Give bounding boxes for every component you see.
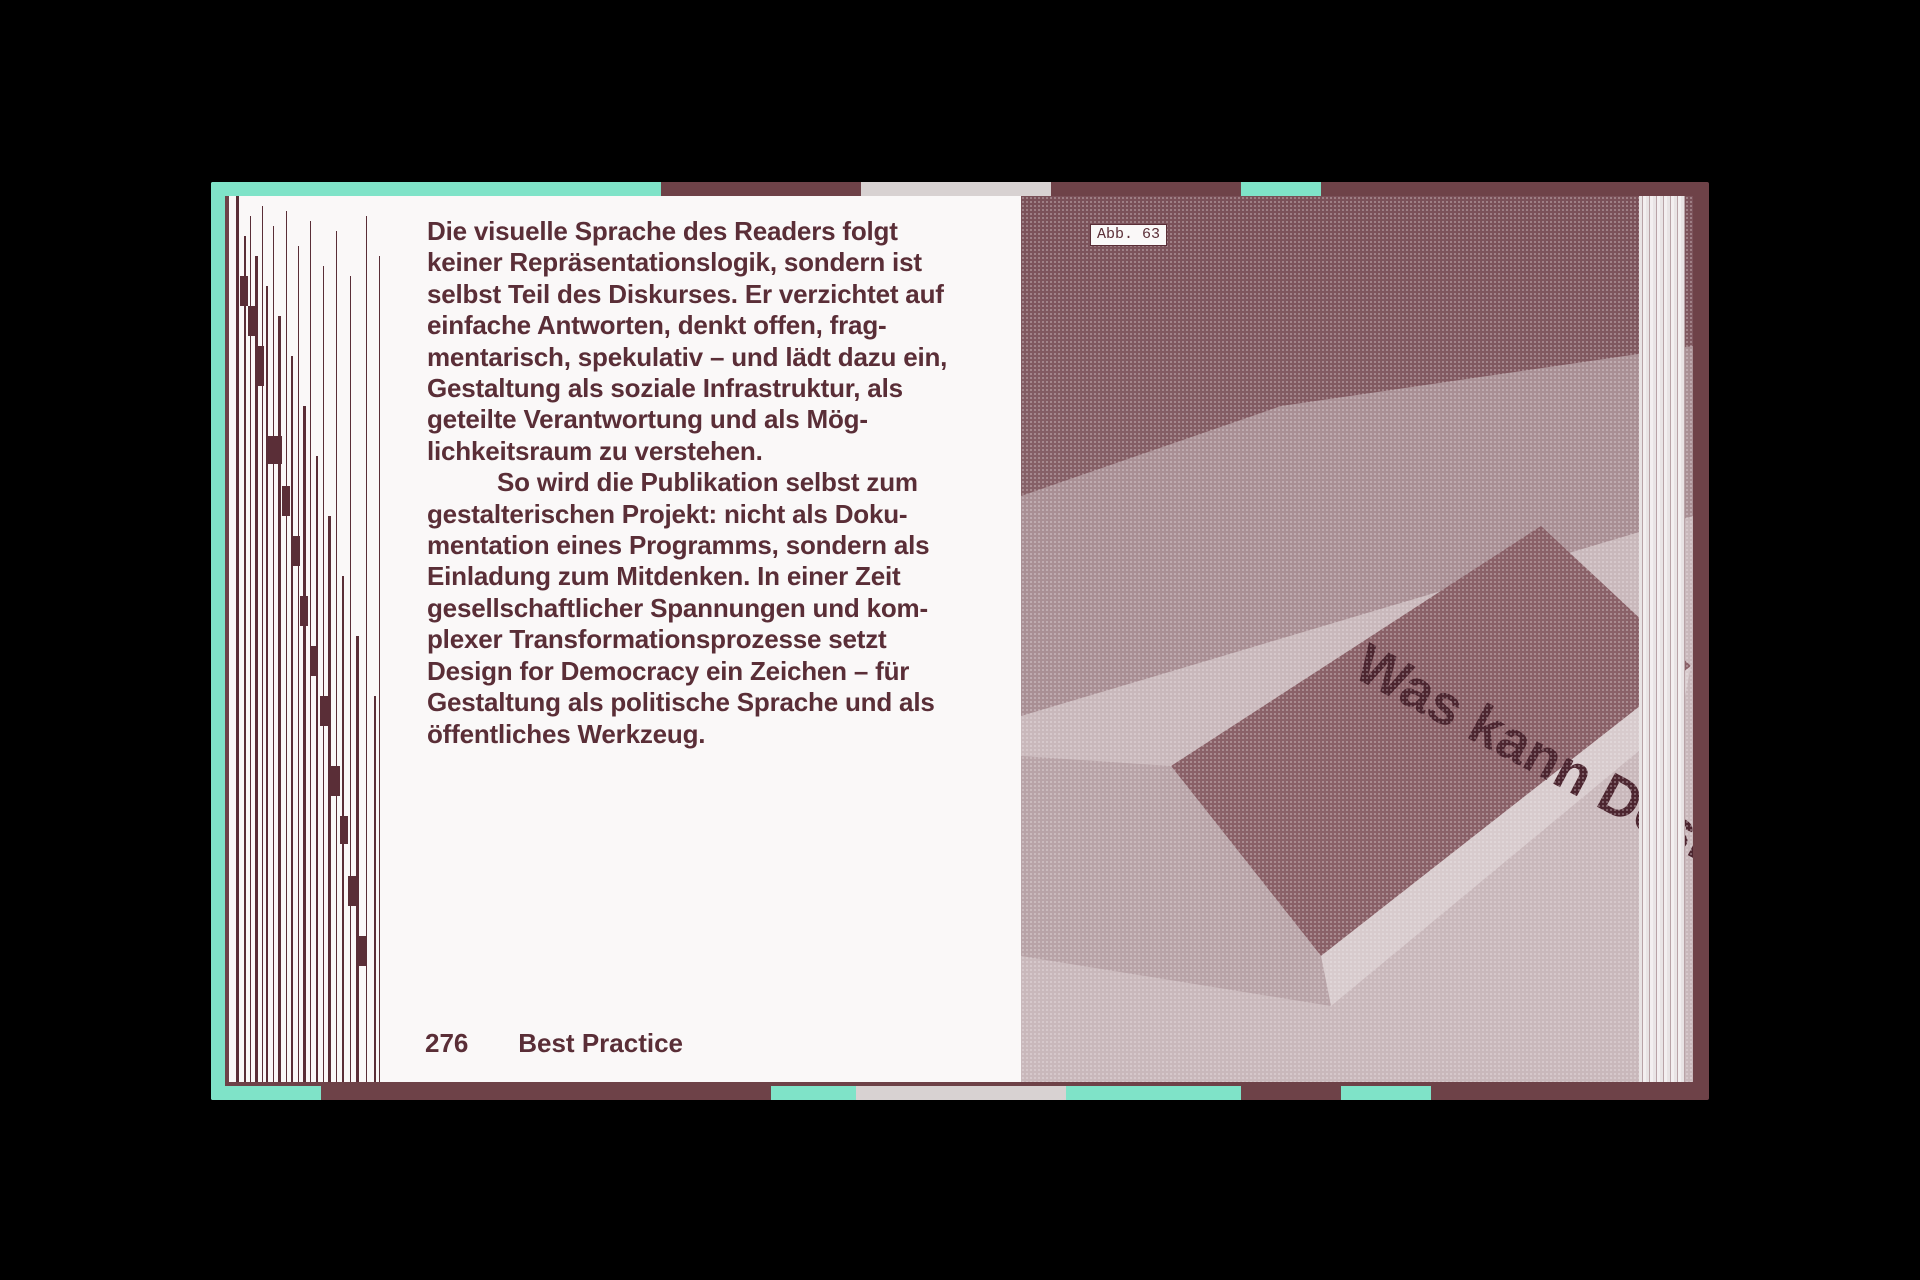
paragraph: Die visuelle Sprache des Readers folgt keiner Repräsentationslogik, sondern ist selbst Teil des Diskurses. Er verzichtet auf einfache Antworten, denkt offen, frag-mentarisch, spekulativ – und lädt dazu ein, Gestaltung als soziale Infrastruktur, als geteilte Verantwortung und als Mög-lichkeitsraum zu verstehen. [427,216,948,466]
page-number: 276 [425,1028,469,1058]
figure-caption: Abb. 63 [1090,224,1167,246]
folio [425,1028,683,1059]
cover-mint-patch [211,1086,321,1100]
cover-mint-patch [1341,1086,1431,1100]
cover-mint-patch [1241,182,1321,196]
right-page [1021,196,1693,1082]
cover-mint-patch [211,182,225,1100]
barcode-strip [236,196,382,1082]
cover-mint-patch [211,182,661,196]
section-title: Best Practice [518,1028,683,1058]
headband [861,182,1051,196]
paragraph: So wird die Publikation selbst zum gestalterischen Projekt: nicht als Doku-mentation eines Programms, sondern als Einladung zum Mitdenken. In einer Zeit gesellschaftlicher Spannungen und kom-plexer Transformationsprozesse setzt Design for Democracy ein Zeichen – für Gestaltung als politische Sprache und als öffentliches Werkzeug. [427,467,935,749]
body-text [427,216,967,750]
halftone-photo [1021,196,1693,1082]
page-edge [1639,196,1685,1082]
tailband [856,1086,1066,1100]
